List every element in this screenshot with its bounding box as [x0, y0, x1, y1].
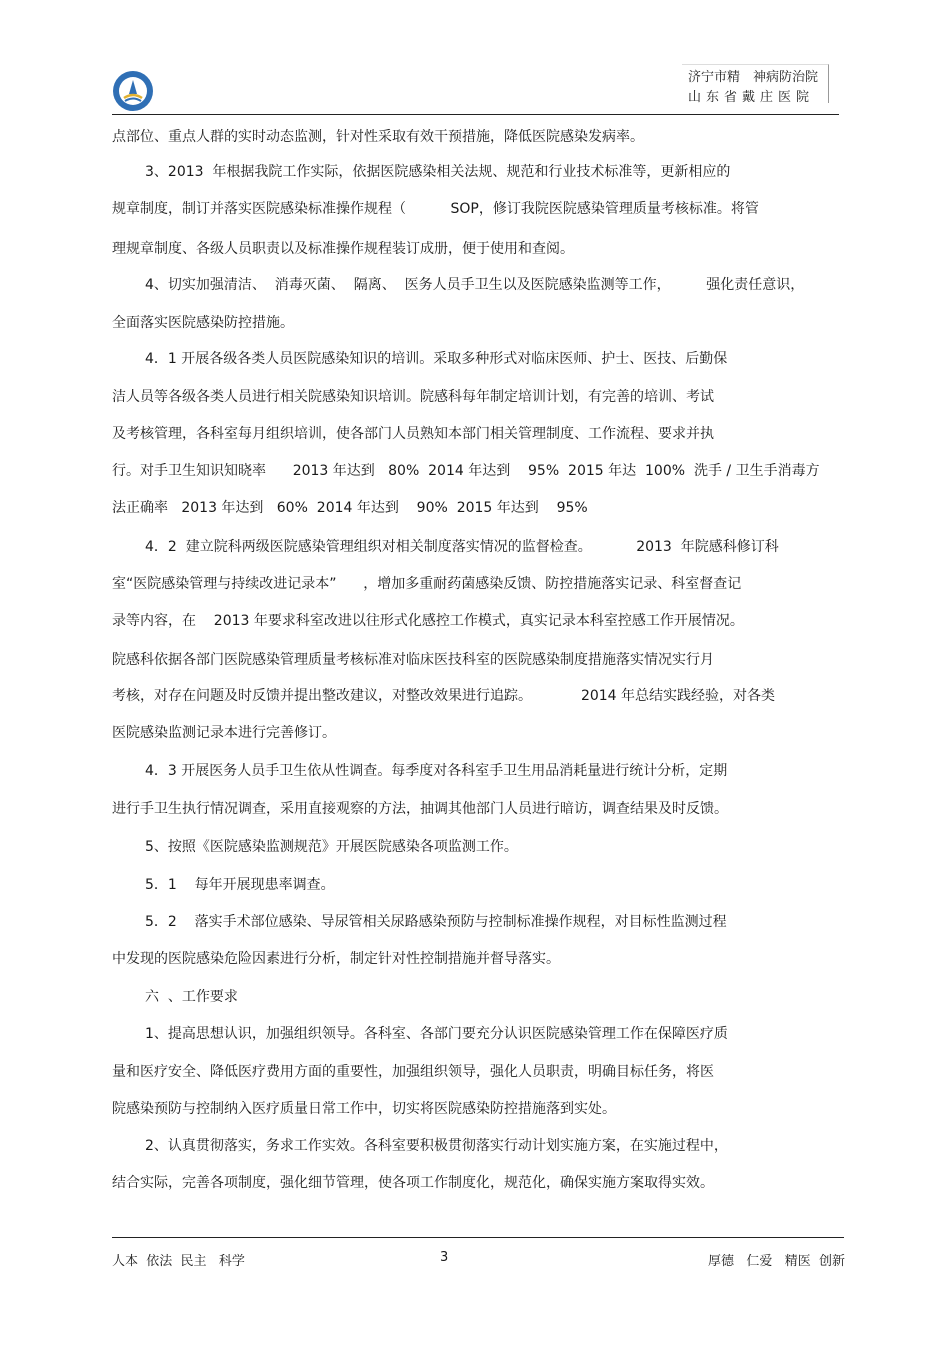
- body-line: 考核，对存在问题及时反馈并提出整改建议，对整改效果进行追踪。 2014 年总结实践经验，对各类: [112, 688, 776, 704]
- body-line: 2、认真贯彻落实，务求工作实效。各科室要积极贯彻落实行动计划实施方案，在实施过程中，: [145, 1138, 728, 1154]
- page-number: 3: [440, 1250, 449, 1265]
- body-line: 进行手卫生执行情况调查，采用直接观察的方法，抽调其他部门人员进行暗访，调查结果及时反馈。: [112, 801, 728, 817]
- footer-rule: [112, 1237, 844, 1238]
- body-line: 室“医院感染管理与持续改进记录本” ，增加多重耐药菌感染反馈、防控措施落实记录、科室督查记: [112, 576, 742, 592]
- body-line: 4．2 建立院科两级医院感染管理组织对相关制度落实情况的监督检查。 2013 年院感科修订科: [145, 539, 779, 555]
- body-line: 5．2 落实手术部位感染、导尿管相关尿路感染预防与控制标准操作规程，对目标性监测过程: [145, 914, 727, 930]
- body-line: 六 、工作要求: [145, 989, 238, 1005]
- body-line: 洁人员等各级各类人员进行相关院感染知识培训。院感科每年制定培训计划，有完善的培训、考试: [112, 389, 714, 405]
- body-line: 3、2013 年根据我院工作实际，依据医院感染相关法规、规范和行业技术标准等，更新相应的: [145, 164, 731, 180]
- body-line: 规章制度，制订并落实医院感染标准操作规程（ SOP，修订我院医院感染管理质量考核标准。将管: [112, 201, 759, 217]
- header-rule: [112, 114, 839, 115]
- body-line: 4．1 开展各级各类人员医院感染知识的培训。采取多种形式对临床医师、护士、医技、后勤保: [145, 351, 728, 367]
- body-line: 量和医疗安全、降低医疗费用方面的重要性，加强组织领导，强化人员职责，明确目标任务，将医: [112, 1064, 714, 1080]
- body-line: 1、提高思想认识，加强组织领导。各科室、各部门要充分认识医院感染管理工作在保障医疗质: [145, 1026, 728, 1042]
- body-line: 医院感染监测记录本进行完善修订。: [112, 725, 336, 741]
- footer-motto-right: 厚德 仁爱 精医 创新: [708, 1254, 846, 1269]
- body-line: 中发现的医院感染危险因素进行分析，制定针对性控制措施并督导落实。: [112, 951, 560, 967]
- body-line: 全面落实医院感染防控措施。: [112, 315, 294, 331]
- body-line: 行。对手卫生知识知晓率 2013 年达到 80% 2014 年达到 95% 2015 年达 100% 洗手 / 卫生手消毒方: [112, 463, 820, 479]
- body-line: 点部位、重点人群的实时动态监测，针对性采取有效干预措施，降低医院感染发病率。: [112, 129, 644, 145]
- footer-motto-left: 人本 依法 民主 科学: [112, 1254, 245, 1269]
- body-line: 法正确率 2013 年达到 60% 2014 年达到 90% 2015 年达到 95%: [112, 500, 588, 516]
- header-hospital-name: 济宁市精 神病防治院: [688, 70, 819, 85]
- hospital-logo: [112, 70, 154, 112]
- body-line: 4．3 开展医务人员手卫生依从性调查。每季度对各科室手卫生用品消耗量进行统计分析，定期: [145, 763, 728, 779]
- body-line: 院感科依据各部门医院感染管理质量考核标准对临床医技科室的医院感染制度措施落实情况实行月: [112, 652, 714, 668]
- body-line: 理规章制度、各级人员职责以及标准操作规程装订成册，便于使用和查阅。: [112, 241, 574, 257]
- body-line: 5．1 每年开展现患率调查。: [145, 877, 335, 893]
- body-line: 结合实际，完善各项制度，强化细节管理，使各项工作制度化，规范化，确保实施方案取得实效。: [112, 1175, 714, 1191]
- header-hospital-alias: 山东省戴庄医院: [688, 90, 815, 105]
- body-line: 录等内容，在 2013 年要求科室改进以往形式化感控工作模式，真实记录本科室控感工作开展情况。: [112, 613, 744, 629]
- body-line: 院感染预防与控制纳入医疗质量日常工作中，切实将医院感染防控措施落到实处。: [112, 1101, 616, 1117]
- body-line: 4、切实加强清洁、 消毒灭菌、 隔离、 医务人员手卫生以及医院感染监测等工作， 强化责任意识，: [145, 277, 805, 293]
- body-line: 5、按照《医院感染监测规范》开展医院感染各项监测工作。: [145, 839, 518, 855]
- body-line: 及考核管理，各科室每月组织培训，使各部门人员熟知本部门相关管理制度、工作流程、要求并执: [112, 426, 714, 442]
